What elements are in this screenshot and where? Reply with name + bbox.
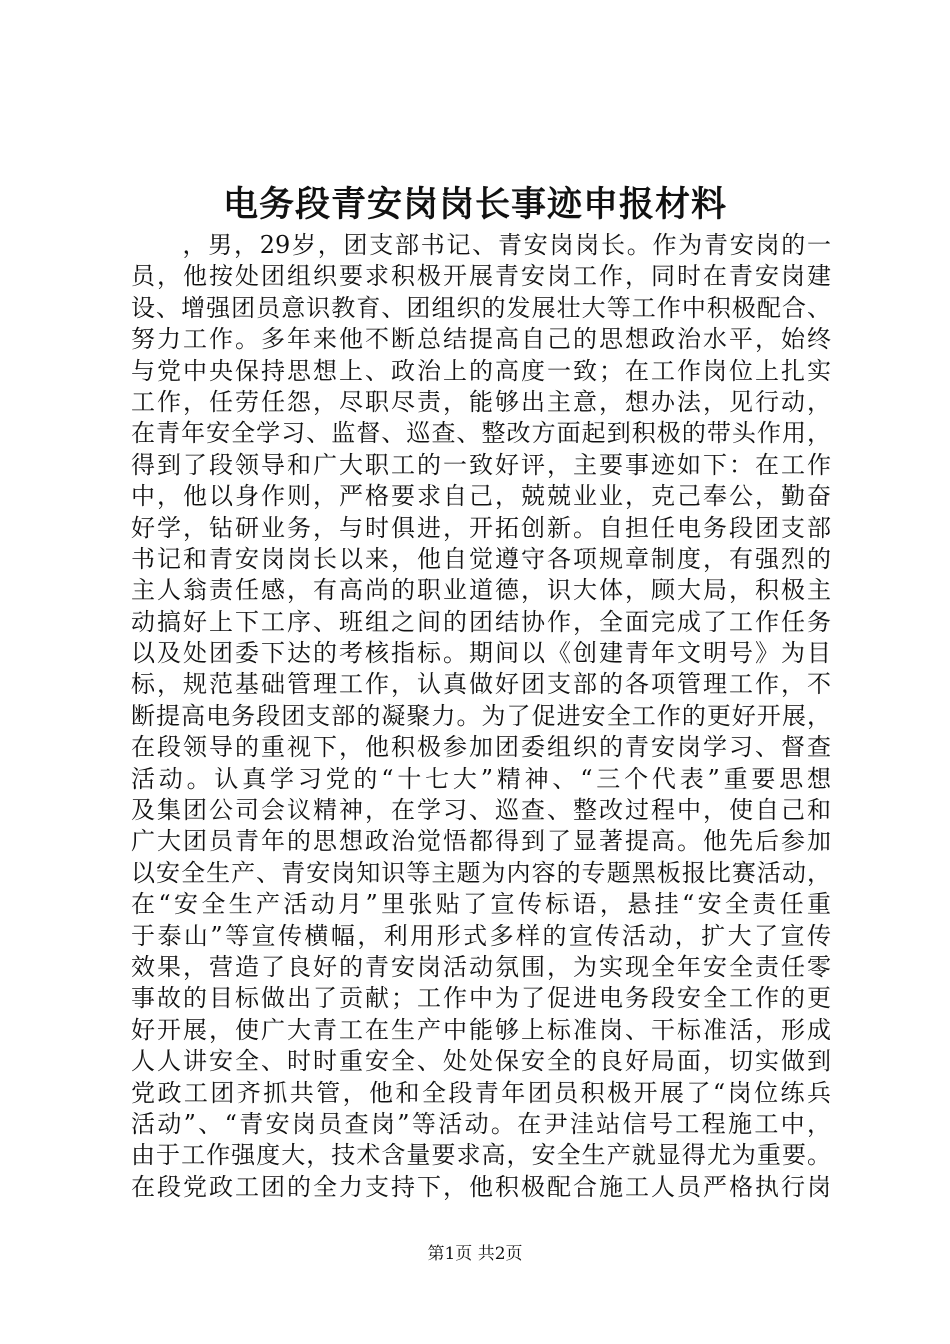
document-body [131, 230, 831, 1203]
body-text-line: 工作，任劳任怨，尽职尽责，能够出主意，想办法，见行动， [131, 387, 831, 416]
body-text-line: ，男，29岁，团支部书记、青安岗岗长。作为青安岗的一 [131, 231, 831, 259]
body-text-line: 人人讲安全、时时重安全、处处保安全的良好局面，切实做到 [131, 1047, 831, 1076]
body-text-line: 活动。认真学习党的“十七大”精神、“三个代表”重要思想 [131, 764, 831, 793]
body-text-line: 在段党政工团的全力支持下，他积极配合施工人员严格执行岗 [131, 1172, 831, 1201]
body-text-line: 设、增强团员意识教育、团组织的发展壮大等工作中积极配合、 [131, 293, 831, 322]
page-footer: 第1页 共2页 [427, 1244, 523, 1264]
body-text-line: 广大团员青年的思想政治觉悟都得到了显著提高。他先后参加 [131, 827, 831, 856]
body-text-line: 断提高电务段团支部的凝聚力。为了促进安全工作的更好开展， [131, 701, 831, 730]
body-text-line: 事故的目标做出了贡献；工作中为了促进电务段安全工作的更 [131, 984, 831, 1013]
body-text-line: 于泰山”等宣传横幅，利用形式多样的宣传活动，扩大了宣传 [131, 921, 831, 950]
body-text-line: 动搞好上下工序、班组之间的团结协作，全面完成了工作任务 [131, 607, 831, 636]
body-text-line: 由于工作强度大，技术含量要求高，安全生产就显得尤为重要。 [131, 1141, 831, 1170]
body-text-line: 在青年安全学习、监督、巡查、整改方面起到积极的带头作用， [131, 419, 831, 448]
body-text-line: 活动”、“青安岗员查岗”等活动。在尹洼站信号工程施工中， [131, 1109, 831, 1138]
body-text-line: 努力工作。多年来他不断总结提高自己的思想政治水平，始终 [131, 325, 831, 354]
body-text-line: 效果，营造了良好的青安岗活动氛围，为实现全年安全责任零 [131, 952, 831, 981]
body-text-line: 在“安全生产活动月”里张贴了宣传标语，悬挂“安全责任重 [131, 890, 831, 919]
body-text-line: 得到了段领导和广大职工的一致好评，主要事迹如下：在工作 [131, 450, 831, 479]
body-text-line: 以及处团委下达的考核指标。期间以《创建青年文明号》为目 [131, 639, 831, 668]
body-text-line: 中，他以身作则，严格要求自己，兢兢业业，克己奉公，勤奋 [131, 482, 831, 511]
body-text-line: 党政工团齐抓共管，他和全段青年团员积极开展了“岗位练兵 [131, 1078, 831, 1107]
document-title: 电务段青安岗岗长事迹申报材料 [222, 184, 727, 225]
body-text-line: 主人翁责任感，有高尚的职业道德，识大体，顾大局，积极主 [131, 576, 831, 605]
body-text-line: 及集团公司会议精神，在学习、巡查、整改过程中，使自己和 [131, 796, 831, 825]
body-text-line: 以安全生产、青安岗知识等主题为内容的专题黑板报比赛活动， [131, 858, 831, 887]
body-text-line: 好开展，使广大青工在生产中能够上标准岗、干标准活，形成 [131, 1015, 831, 1044]
body-text-line: 在段领导的重视下，他积极参加团委组织的青安岗学习、督查 [131, 733, 831, 762]
body-text-line: 员，他按处团组织要求积极开展青安岗工作，同时在青安岗建 [131, 262, 831, 291]
body-text-line: 标，规范基础管理工作，认真做好团支部的各项管理工作，不 [131, 670, 831, 699]
body-text-line: 好学，钻研业务，与时俱进，开拓创新。自担任电务段团支部 [131, 513, 831, 542]
body-text-line: 与党中央保持思想上、政治上的高度一致；在工作岗位上扎实 [131, 356, 831, 385]
body-text-line: 书记和青安岗岗长以来，他自觉遵守各项规章制度，有强烈的 [131, 544, 831, 573]
